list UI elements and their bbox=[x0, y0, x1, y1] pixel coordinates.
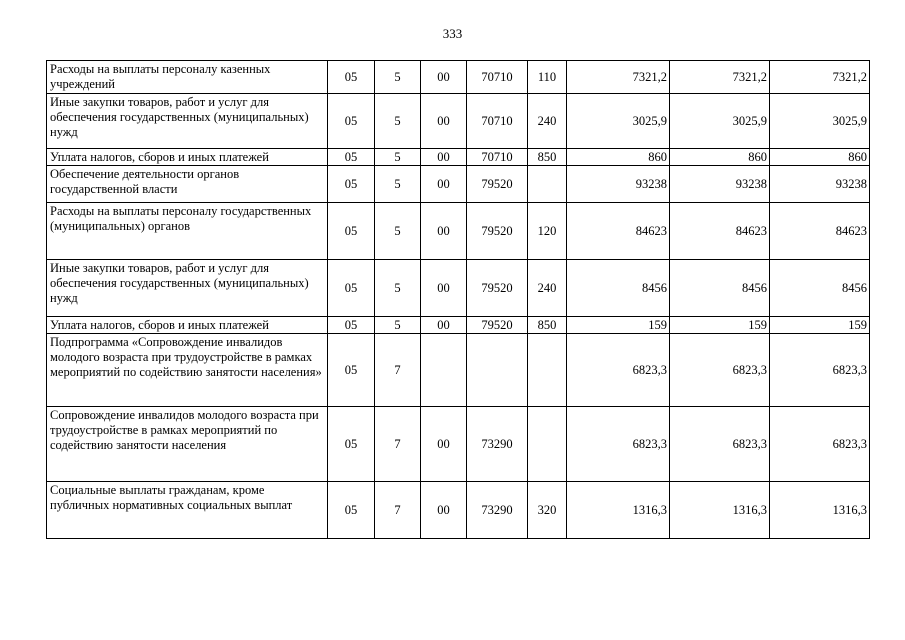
subsection-code-cell: 5 bbox=[375, 94, 421, 149]
row-name-cell: Иные закупки товаров, работ и услуг для обеспечения государственных (муниципальных) нужд bbox=[47, 260, 328, 317]
program-code-cell: 00 bbox=[421, 407, 467, 482]
subsection-code-cell: 5 bbox=[375, 317, 421, 334]
section-code-cell: 05 bbox=[328, 166, 375, 203]
row-name-cell: Расходы на выплаты персоналу государственных (муниципальных) органов bbox=[47, 203, 328, 260]
table-row bbox=[47, 166, 870, 203]
amount-cell-3: 7321,2 bbox=[770, 61, 870, 94]
amount-cell-1: 93238 bbox=[567, 166, 670, 203]
target-article-cell: 79520 bbox=[467, 317, 528, 334]
program-code-cell: 00 bbox=[421, 317, 467, 334]
table-row bbox=[47, 482, 870, 539]
amount-cell-3: 1316,3 bbox=[770, 482, 870, 539]
target-article-cell: 70710 bbox=[467, 61, 528, 94]
amount-cell-1: 84623 bbox=[567, 203, 670, 260]
amount-cell-2: 93238 bbox=[670, 166, 770, 203]
section-code-cell: 05 bbox=[328, 260, 375, 317]
amount-cell-1: 1316,3 bbox=[567, 482, 670, 539]
amount-cell-3: 84623 bbox=[770, 203, 870, 260]
target-article-cell: 70710 bbox=[467, 149, 528, 166]
amount-cell-3: 860 bbox=[770, 149, 870, 166]
program-code-cell: 00 bbox=[421, 166, 467, 203]
amount-cell-3: 159 bbox=[770, 317, 870, 334]
program-code-cell: 00 bbox=[421, 94, 467, 149]
amount-cell-2: 84623 bbox=[670, 203, 770, 260]
section-code-cell: 05 bbox=[328, 94, 375, 149]
expense-type-cell: 320 bbox=[528, 482, 567, 539]
amount-cell-3: 93238 bbox=[770, 166, 870, 203]
amount-cell-1: 6823,3 bbox=[567, 334, 670, 407]
section-code-cell: 05 bbox=[328, 317, 375, 334]
amount-cell-3: 8456 bbox=[770, 260, 870, 317]
table-row bbox=[47, 149, 870, 166]
amount-cell-3: 3025,9 bbox=[770, 94, 870, 149]
program-code-cell: 00 bbox=[421, 203, 467, 260]
section-code-cell: 05 bbox=[328, 334, 375, 407]
section-code-cell: 05 bbox=[328, 61, 375, 94]
expense-type-cell: 850 bbox=[528, 317, 567, 334]
target-article-cell: 73290 bbox=[467, 407, 528, 482]
amount-cell-2: 6823,3 bbox=[670, 407, 770, 482]
row-name-cell: Сопровождение инвалидов молодого возраста при трудоустройстве в рамках мероприятий по содействию занятости населения bbox=[47, 407, 328, 482]
target-article-cell: 73290 bbox=[467, 482, 528, 539]
amount-cell-1: 860 bbox=[567, 149, 670, 166]
table-row bbox=[47, 94, 870, 149]
row-name-cell: Социальные выплаты гражданам, кроме публичных нормативных социальных выплат bbox=[47, 482, 328, 539]
expense-type-cell bbox=[528, 334, 567, 407]
expense-type-cell: 240 bbox=[528, 94, 567, 149]
subsection-code-cell: 5 bbox=[375, 166, 421, 203]
page-number: 333 bbox=[442, 26, 463, 41]
program-code-cell: 00 bbox=[421, 482, 467, 539]
expense-type-cell bbox=[528, 407, 567, 482]
subsection-code-cell: 5 bbox=[375, 260, 421, 317]
table-row bbox=[47, 203, 870, 260]
table-row bbox=[47, 260, 870, 317]
amount-cell-2: 8456 bbox=[670, 260, 770, 317]
expense-type-cell bbox=[528, 166, 567, 203]
amount-cell-3: 6823,3 bbox=[770, 334, 870, 407]
amount-cell-2: 1316,3 bbox=[670, 482, 770, 539]
subsection-code-cell: 5 bbox=[375, 149, 421, 166]
subsection-code-cell: 7 bbox=[375, 482, 421, 539]
amount-cell-3: 6823,3 bbox=[770, 407, 870, 482]
program-code-cell: 00 bbox=[421, 149, 467, 166]
section-code-cell: 05 bbox=[328, 203, 375, 260]
expense-type-cell: 850 bbox=[528, 149, 567, 166]
subsection-code-cell: 5 bbox=[375, 61, 421, 94]
amount-cell-1: 6823,3 bbox=[567, 407, 670, 482]
table-row bbox=[47, 407, 870, 482]
program-code-cell: 00 bbox=[421, 61, 467, 94]
target-article-cell: 79520 bbox=[467, 203, 528, 260]
subsection-code-cell: 7 bbox=[375, 334, 421, 407]
section-code-cell: 05 bbox=[328, 407, 375, 482]
table-body bbox=[47, 61, 870, 539]
target-article-cell: 79520 bbox=[467, 166, 528, 203]
expense-type-cell: 240 bbox=[528, 260, 567, 317]
amount-cell-1: 8456 bbox=[567, 260, 670, 317]
row-name-cell: Уплата налогов, сборов и иных платежей bbox=[47, 317, 328, 334]
row-name-cell: Обеспечение деятельности органов государственной власти bbox=[47, 166, 328, 203]
amount-cell-1: 3025,9 bbox=[567, 94, 670, 149]
program-code-cell bbox=[421, 334, 467, 407]
target-article-cell: 70710 bbox=[467, 94, 528, 149]
amount-cell-1: 7321,2 bbox=[567, 61, 670, 94]
subsection-code-cell: 5 bbox=[375, 203, 421, 260]
amount-cell-1: 159 bbox=[567, 317, 670, 334]
expense-type-cell: 110 bbox=[528, 61, 567, 94]
amount-cell-2: 6823,3 bbox=[670, 334, 770, 407]
subsection-code-cell: 7 bbox=[375, 407, 421, 482]
program-code-cell: 00 bbox=[421, 260, 467, 317]
amount-cell-2: 3025,9 bbox=[670, 94, 770, 149]
row-name-cell: Расходы на выплаты персоналу казенных учреждений bbox=[47, 61, 328, 94]
table-row bbox=[47, 334, 870, 407]
amount-cell-2: 7321,2 bbox=[670, 61, 770, 94]
table-row bbox=[47, 61, 870, 94]
table-row bbox=[47, 317, 870, 334]
row-name-cell: Подпрограмма «Сопровождение инвалидов молодого возраста при трудоустройстве в рамках мероприятий по содействию занятости населения» bbox=[47, 334, 328, 407]
section-code-cell: 05 bbox=[328, 149, 375, 166]
expense-type-cell: 120 bbox=[528, 203, 567, 260]
row-name-cell: Иные закупки товаров, работ и услуг для обеспечения государственных (муниципальных) нужд bbox=[47, 94, 328, 149]
section-code-cell: 05 bbox=[328, 482, 375, 539]
amount-cell-2: 860 bbox=[670, 149, 770, 166]
budget-table bbox=[46, 60, 870, 539]
target-article-cell: 79520 bbox=[467, 260, 528, 317]
target-article-cell bbox=[467, 334, 528, 407]
amount-cell-2: 159 bbox=[670, 317, 770, 334]
row-name-cell: Уплата налогов, сборов и иных платежей bbox=[47, 149, 328, 166]
